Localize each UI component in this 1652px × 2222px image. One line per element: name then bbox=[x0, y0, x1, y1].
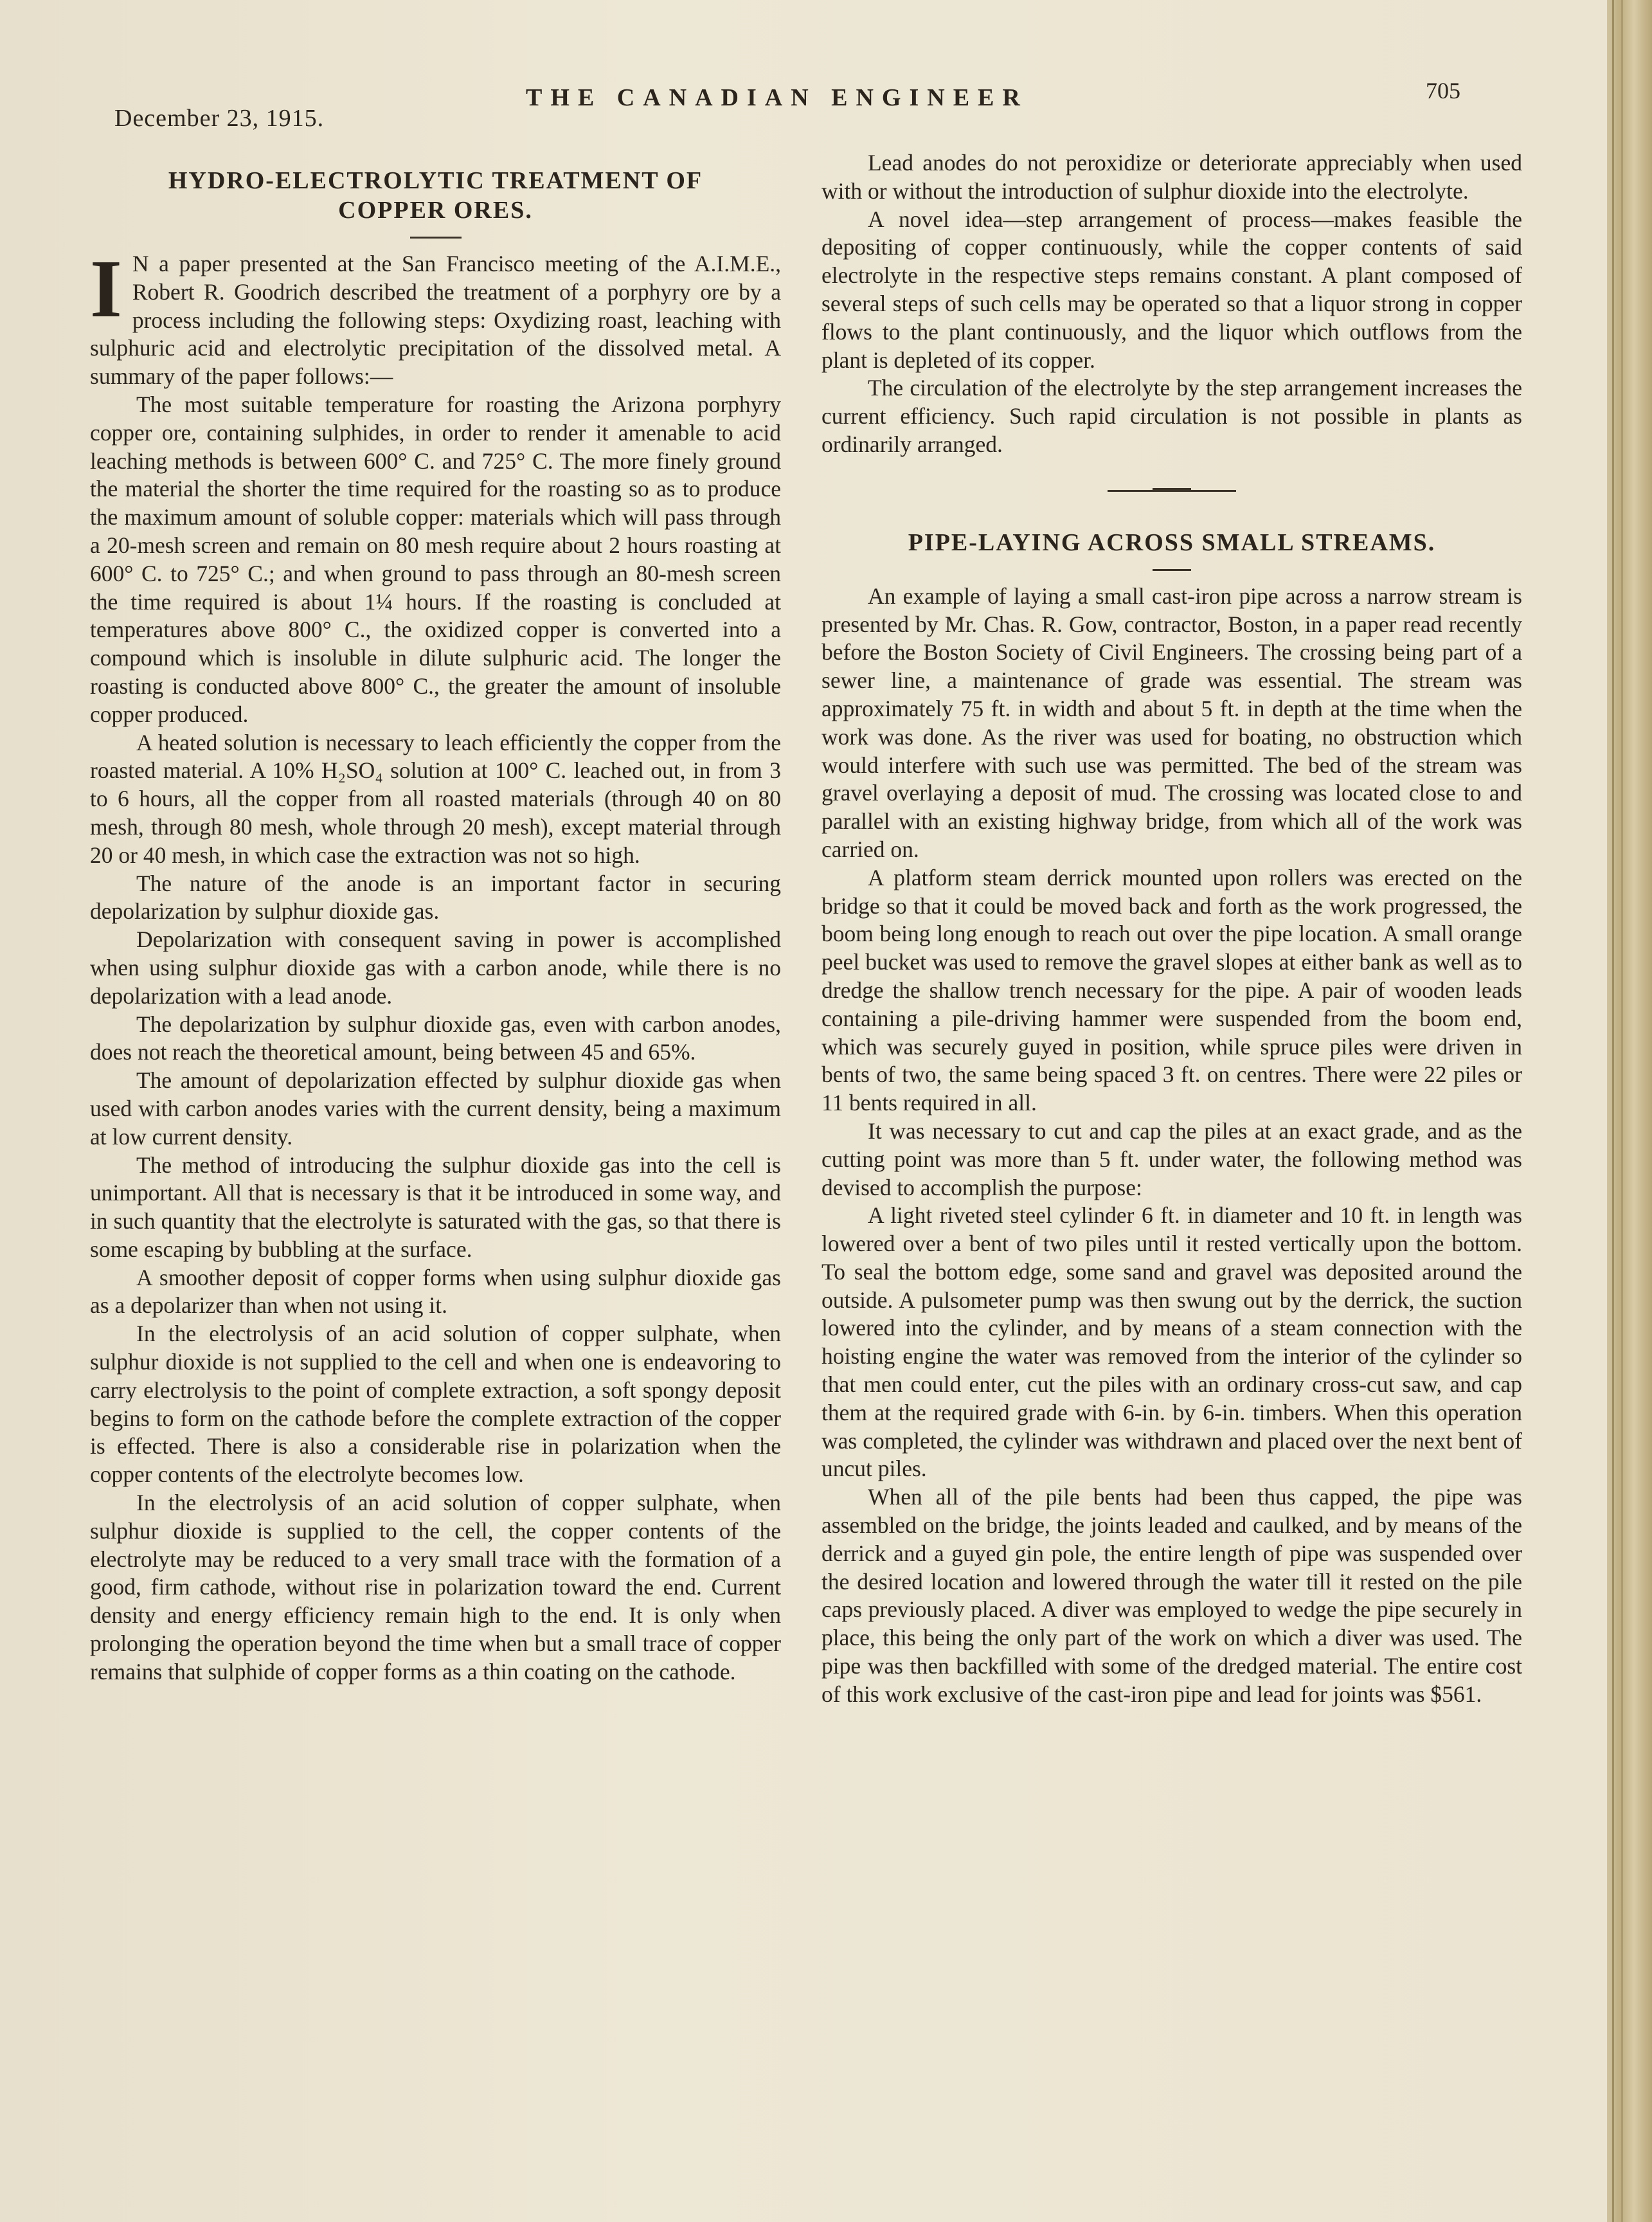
article1-paragraph: A heated solution is necessary to leach efficiently the copper from the roasted material. A 10% H₂SO₄ solution at 100° C. leached out, in from 3 to 6 hours, all the copper from all roasted materials (through 40 on 80 mesh, through 80 mesh, whole through 20 mesh), except material through 20 or 40 mesh, in which case the extraction was not so high. bbox=[90, 729, 781, 868]
article2-paragraph: When all of the pile bents had been thus capped, the pipe was assembled on the bridge, the joints leaded and caulked, and by means of the derrick and a guyed gin pole, the entire length of pipe was suspended over the desired location and lowered through the water till it rested on the pile caps previously placed. A diver was employed to wedge the pipe securely in place, this being the only part of the work on which a diver was used. The pipe was then backfilled with some of the dredged material. The entire cost of this work exclusive of the cast-iron pipe and lead for joints was $561. bbox=[822, 1484, 1522, 1707]
article1-paragraph-1 bbox=[90, 243, 781, 391]
article1-title-line1: HYDRO-ELECTROLYTIC TREATMENT OF bbox=[168, 167, 703, 194]
article2-paragraph: An example of laying a small cast-iron pipe across a narrow stream is presented by Mr. Chas. R. Gow, contractor, Boston, in a paper read recently before the Boston Society of Civil Engineers. The crossing being part of a sewer line, a maintenance of grade was essential. The stream was approximately 75 ft. in width and about 5 ft. in depth at the time when the work was done. As the river was used for boating, no obstruction which would interfere with such use was permitted. The bed of the stream was gravel overlaying a deposit of mud. The crossing was located close to and parallel with an existing highway bridge, from which all of the work was carried on. bbox=[822, 583, 1522, 862]
article1-title-line2: COPPER ORES. bbox=[338, 197, 533, 224]
article2-paragraph: A light riveted steel cylinder 6 ft. in diameter and 10 ft. in length was lowered over a bent of two piles until it rested vertically upon the bottom. To seal the bottom edge, some sand and gravel was deposited around the outside. A pulsometer pump was then swung out by the derrick, the suction lowered into the cylinder, and by means of a steam connection with the hoisting engine the water was removed from the interior of the cylinder so that men could enter, cut the piles with an ordinary cross-cut saw, and cap them at the required grade with 6-in. by 6-in. timbers. When this operation was completed, the cylinder was withdrawn and placed over the next bent of uncut piles. bbox=[822, 1202, 1522, 1482]
article1-paragraph: The most suitable temperature for roasting the Arizona porphyry copper ore, containing sulphides, in order to render it amenable to acid leaching methods is between 600° C. and 725° C. The more finely ground the material the shorter the time required for the roasting so as to produce the maximum amount of soluble copper: materials which will pass through a 20-mesh screen and remain on 80 mesh require about 2 hours roasting at 600° C. to 725° C.; and when ground to pass through an 80-mesh screen the time required is about 1¼ hours. If the roasting is concluded at temperatures above 800° C., the oxidized copper is converted into a compound which is insoluble in dilute sulphuric acid. The longer the roasting is conducted above 800° C., the greater the amount of insoluble copper produced. bbox=[90, 391, 781, 727]
page-number: 705 bbox=[1426, 78, 1460, 104]
journal-title: THE CANADIAN ENGINEER bbox=[526, 84, 1028, 111]
article1-paragraph: The amount of depolarization effected by sulphur dioxide gas when used with carbon anodes varies with the current density, being a maximum at low current density. bbox=[90, 1067, 781, 1150]
right-column bbox=[822, 149, 1522, 1709]
article1-paragraph: The circulation of the electrolyte by the step arrangement increases the current efficiency. Such rapid circulation is not possible in plants as ordinarily arranged. bbox=[822, 375, 1522, 457]
drop-cap: I bbox=[90, 243, 122, 334]
article1-paragraph: Depolarization with consequent saving in power is accomplished when using sulphur dioxide gas with a carbon anode, while there is no depolarization with a lead anode. bbox=[90, 926, 781, 1009]
article2-paragraph: It was necessary to cut and cap the piles at an exact grade, and as the cutting point was more than 5 ft. under water, the following method was devised to accomplish the purpose: bbox=[822, 1117, 1522, 1200]
article1-paragraph: Lead anodes do not peroxidize or deteriorate appreciably when used with or without the introduction of sulphur dioxide into the electrolyte. bbox=[822, 150, 1522, 204]
article1-paragraph: In the electrolysis of an acid solution of copper sulphate, when sulphur dioxide is supplied to the cell, the copper contents of the electrolyte may be reduced to a very small trace with the formation of a good, firm cathode, without rise in polarization toward the end. Current density and energy efficiency remain high to the end. It is only when prolonging the operation beyond the time when but a small trace of copper remains that sulphide of copper forms as a thin coating on the cathode. bbox=[90, 1490, 781, 1685]
paragraph-text: N a paper presented at the San Francisco meeting of the A.I.M.E., Robert R. Goodrich described the treatment of a porphyry ore by a process including the following steps: Oxydizing roast, leaching with sulphuric acid and electrolytic precipitation of the dissolved metal. A summary of the paper follows:— bbox=[90, 251, 781, 390]
article1-paragraph: A novel idea—step arrangement of process—makes feasible the depositing of copper continuously, while the copper contents of said electrolyte in the respective steps remains constant. A plant composed of several steps of such cells may be operated so that a liquor strong in copper flows to the plant continuously, and the liquor which outflows from the plant is depleted of its copper. bbox=[822, 206, 1522, 373]
spine-edge-line bbox=[1621, 0, 1623, 2222]
article1-paragraph: A smoother deposit of copper forms when using sulphur dioxide gas as a depolarizer than when not using it. bbox=[90, 1264, 781, 1319]
article2-title: PIPE-LAYING ACROSS SMALL STREAMS. bbox=[908, 528, 1436, 556]
left-column bbox=[90, 166, 781, 1686]
article1-paragraph: The depolarization by sulphur dioxide gas, even with carbon anodes, does not reach the theoretical amount, being between 45 and 65%. bbox=[90, 1011, 781, 1065]
issue-date: December 23, 1915. bbox=[114, 105, 325, 132]
article2-paragraph: A platform steam derrick mounted upon rollers was erected on the bridge so that it could be moved back and forth as the work progressed, the boom being long enough to reach out over the pipe location. A small orange peel bucket was used to remove the gravel slopes at either bank as well as to dredge the shallow trench necessary for the pipe. A pair of wooden leads containing a pile-driving hammer were suspended from the boom end, which was securely guyed in position, while spruce piles were driven in bents of two, the same being spaced 3 ft. on centres. There were 22 piles or 11 bents required in all. bbox=[822, 864, 1522, 1116]
article1-paragraph: In the electrolysis of an acid solution of copper sulphate, when sulphur dioxide is not supplied to the cell and when one is endeavoring to carry electrolysis to the point of complete extraction, a soft spongy deposit begins to form on the cathode before the complete extraction of the copper is effected. There is also a considerable rise in polarization when the copper contents of the electrolyte becomes low. bbox=[90, 1321, 781, 1488]
article1-paragraph: The nature of the anode is an important factor in securing depolarization by sulphur dioxide gas. bbox=[90, 870, 781, 925]
article1-title bbox=[90, 166, 781, 225]
article-separator bbox=[1108, 490, 1236, 492]
title-rule bbox=[410, 237, 462, 239]
title-rule bbox=[1153, 569, 1191, 571]
article1-paragraph: The method of introducing the sulphur dioxide gas into the cell is unimportant. All that is necessary is that it be introduced in some way, and in such quantity that the electrolyte is saturated with the gas, so that there is some escaping by bubbling at the surface. bbox=[90, 1152, 781, 1262]
book-spine bbox=[1607, 0, 1652, 2222]
spine-edge-line bbox=[1612, 0, 1614, 2222]
